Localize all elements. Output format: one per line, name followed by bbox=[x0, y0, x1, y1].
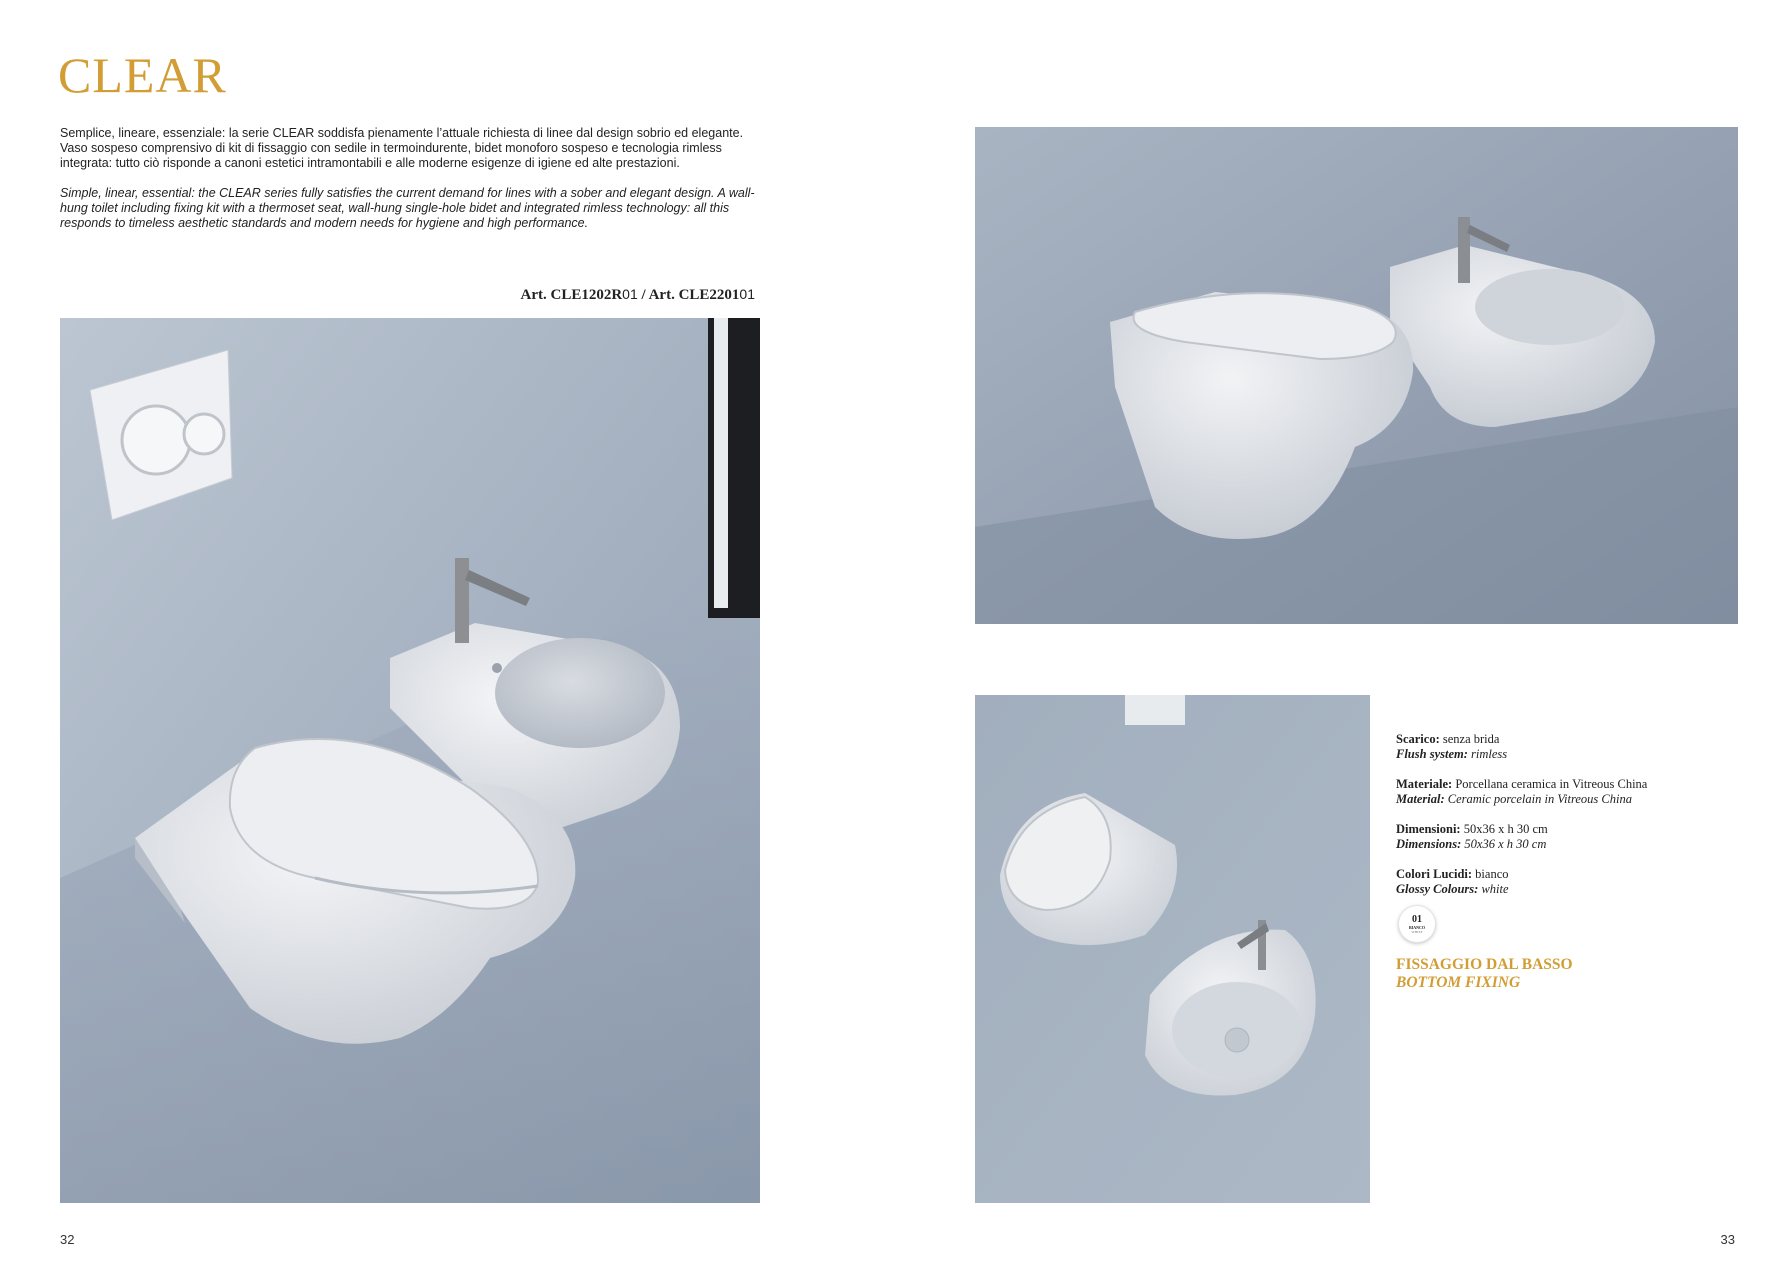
spec-flush-value-it: senza brida bbox=[1439, 732, 1500, 746]
fixing-heading bbox=[1396, 956, 1573, 992]
spec-material bbox=[1396, 777, 1696, 807]
page-number-left: 32 bbox=[60, 1232, 75, 1247]
swatch-number: 01 bbox=[1412, 913, 1422, 925]
intro-english: Simple, linear, essential: the CLEAR series fully satisfies the current demand for lines with a sober and elegant design. A wall-hung toilet including fixing kit with a thermoset seat, wall-hung single-hole bidet and integrated rimless technology: all this responds to timeless aesthetic standards and modern needs for hygiene and high performance. bbox=[60, 186, 755, 230]
article-code-2: Art. CLE2201 bbox=[648, 287, 740, 303]
article-codes bbox=[521, 286, 756, 304]
fixing-heading-en: BOTTOM FIXING bbox=[1396, 974, 1521, 991]
spec-material-value-en: Ceramic porcelain in Vitreous China bbox=[1444, 792, 1632, 806]
product-photo-main bbox=[60, 318, 760, 1203]
intro-italian: Semplice, lineare, essenziale: la serie CLEAR soddisfa pienamente l’attuale richiesta di linee dal design sobrio ed elegante. Vaso sospeso comprensivo di kit di fissaggio con sedile in termoindurente, bidet monoforo sospeso e tecnologia rimless integrata: tutto ciò risponde a canoni estetici intramontabili e alle moderne esigenze di igiene ed alte prestazioni. bbox=[60, 126, 744, 170]
spec-colours-label-it: Colori Lucidi: bbox=[1396, 867, 1473, 881]
spec-flush-value-en: rimless bbox=[1467, 747, 1508, 761]
spec-flush bbox=[1396, 732, 1696, 762]
spec-dimensions-value-it: 50x36 x h 30 cm bbox=[1460, 822, 1548, 836]
spec-colours-value-en: white bbox=[1478, 882, 1509, 896]
spec-dimensions bbox=[1396, 822, 1696, 852]
article-code-1: Art. CLE1202R bbox=[520, 287, 623, 303]
spec-dimensions-label-it: Dimensioni: bbox=[1396, 822, 1461, 836]
spec-flush-label-en: Flush system: bbox=[1396, 747, 1468, 761]
spec-flush-label-it: Scarico: bbox=[1396, 732, 1440, 746]
colour-swatch-white bbox=[1399, 906, 1435, 942]
product-photo-bottom-right bbox=[975, 695, 1370, 1203]
product-photo-top-right bbox=[975, 127, 1738, 624]
spec-material-label-en: Material: bbox=[1396, 792, 1445, 806]
spec-dimensions-label-en: Dimensions: bbox=[1396, 837, 1462, 851]
fixing-heading-it: FISSAGGIO DAL BASSO bbox=[1396, 956, 1573, 973]
swatch-name-en: WHITE bbox=[1411, 929, 1423, 934]
spec-dimensions-value-en: 50x36 x h 30 cm bbox=[1461, 837, 1547, 851]
series-title: CLEAR bbox=[58, 47, 227, 103]
swatch-name: BIANCO bbox=[1408, 924, 1425, 930]
article-separator: / bbox=[637, 287, 649, 303]
spec-material-value-it: Porcellana ceramica in Vitreous China bbox=[1452, 777, 1648, 791]
page-number-right: 33 bbox=[1720, 1232, 1735, 1247]
spec-colours bbox=[1396, 867, 1696, 897]
article-suffix-1: 01 bbox=[622, 286, 638, 302]
product-specs bbox=[1396, 732, 1696, 942]
spec-colours-value-it: bianco bbox=[1472, 867, 1509, 881]
spec-material-label-it: Materiale: bbox=[1396, 777, 1453, 791]
spec-colours-label-en: Glossy Colours: bbox=[1396, 882, 1479, 896]
article-suffix-2: 01 bbox=[739, 286, 755, 302]
